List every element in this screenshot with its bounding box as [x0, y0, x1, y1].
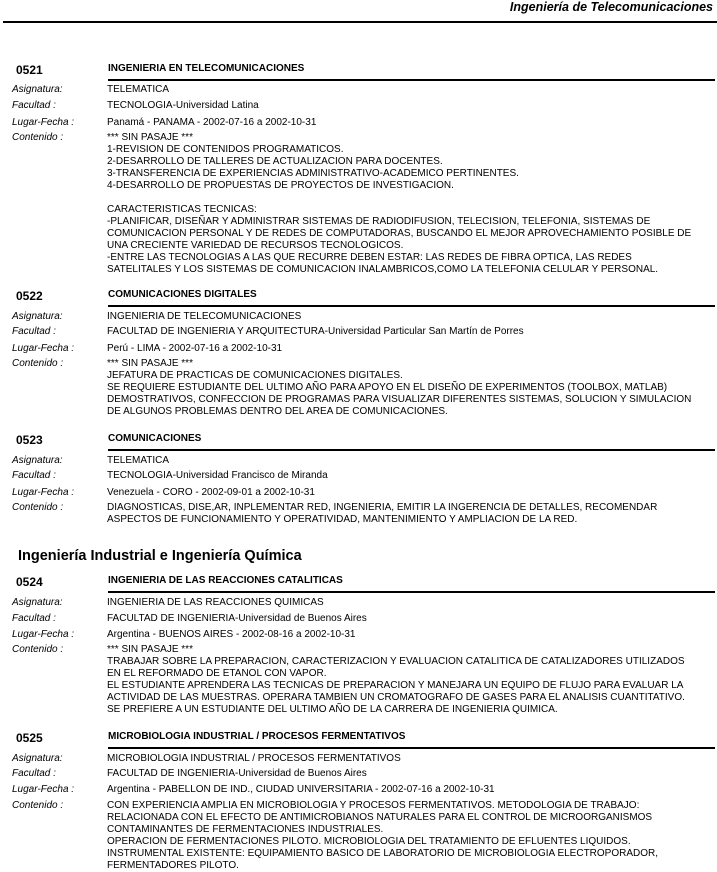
label-contenido: Contenido :: [12, 358, 64, 369]
entry-code: 0524: [16, 575, 43, 589]
value-asignatura: MICROBIOLOGIA INDUSTRIAL / PROCESOS FERMENTATIVOS: [107, 753, 401, 764]
value-facultad: TECNOLOGIA-Universidad Francisco de Miranda: [107, 470, 328, 481]
value-contenido: CON EXPERIENCIA AMPLIA EN MICROBIOLOGIA Y PROCESOS FERMENTATIVOS. METODOLOGIA DE TRABAJO: RELACIONADA CON EL EFECTO DE ANTIMICROBIANOS NATURALES PARA EL CONTROL DE MICROORGANISMOS CONTAMINANTES DE FERMENTACIONES INDUSTRIALES. OPERACION DE FERMENTACIONES PILOTO. MICROBIOLOGIA DEL TRATAMIENTO DE EFLUENTES LIQUIDOS. INSTRUMENTAL EXISTENTE: EQUIPAMIENTO BASICO DE LABORATORIO DE MICROBIOLOGIA ELECTROPORADOR, FERMENTADORES PILOTO.: [107, 800, 659, 871]
title-divider: [108, 79, 715, 81]
entry-code: 0522: [16, 289, 43, 303]
value-asignatura: INGENIERIA DE LAS REACCIONES QUIMICAS: [107, 597, 324, 608]
value-asignatura: TELEMATICA: [107, 84, 170, 95]
label-lugar-fecha: Lugar-Fecha :: [12, 487, 75, 498]
label-facultad: Facultad :: [12, 470, 56, 481]
value-lugar-fecha: Argentina - BUENOS AIRES - 2002-08-16 a 2002-10-31: [107, 629, 356, 640]
label-asignatura: Asignatura:: [12, 84, 63, 95]
value-lugar-fecha: Venezuela - CORO - 2002-09-01 a 2002-10-31: [107, 487, 315, 498]
title-divider: [108, 305, 715, 307]
value-contenido: DIAGNOSTICAS, DISE,AR, INPLEMENTAR RED, INGENIERIA, EMITIR LA INGERENCIA DE DETALLES, RECOMENDAR ASPECTOS DE FUNCIONAMIENTO Y OPERATIVIDAD, MANTENIMIENTO Y AMPLIACION DE LA RED.: [107, 502, 658, 525]
entry-code: 0525: [16, 731, 43, 745]
label-facultad: Facultad :: [12, 613, 56, 624]
entry-title: INGENIERIA EN TELECOMUNICACIONES: [108, 63, 305, 74]
value-lugar-fecha: Panamá - PANAMA - 2002-07-16 a 2002-10-31: [107, 117, 317, 128]
section-heading: Ingeniería Industrial e Ingeniería Química: [18, 548, 302, 564]
entry-title: MICROBIOLOGIA INDUSTRIAL / PROCESOS FERMENTATIVOS: [108, 731, 406, 742]
entry-title: COMUNICACIONES: [108, 433, 202, 444]
label-asignatura: Asignatura:: [12, 753, 63, 764]
label-lugar-fecha: Lugar-Fecha :: [12, 629, 75, 640]
entry-code: 0523: [16, 433, 43, 447]
header-divider: [3, 21, 717, 23]
value-lugar-fecha: Argentina - PABELLON DE IND., CIUDAD UNIVERSITARIA - 2002-07-16 a 2002-10-31: [107, 784, 495, 795]
label-contenido: Contenido :: [12, 800, 64, 811]
page-header-title: Ingeniería de Telecomunicaciones: [509, 0, 713, 14]
value-facultad: FACULTAD DE INGENIERIA-Universidad de Buenos Aires: [107, 613, 367, 624]
label-contenido: Contenido :: [12, 502, 64, 513]
title-divider: [108, 591, 715, 593]
label-contenido: Contenido :: [12, 132, 64, 143]
label-facultad: Facultad :: [12, 768, 56, 779]
title-divider: [108, 747, 715, 749]
label-lugar-fecha: Lugar-Fecha :: [12, 117, 75, 128]
label-contenido: Contenido :: [12, 644, 64, 655]
value-facultad: TECNOLOGIA-Universidad Latina: [107, 100, 259, 111]
title-divider: [108, 449, 715, 451]
value-contenido: *** SIN PASAJE *** JEFATURA DE PRACTICAS DE COMUNICACIONES DIGITALES. SE REQUIERE ESTUDIANTE DEL ULTIMO AÑO PARA APOYO EN EL DISEÑO DE EXPERIMENTOS (TOOLBOX, MATLAB) DEMOSTRATIVOS, CONFECCION DE PROGRAMAS PARA VISUALIZAR DIFERENTES SISTEMAS, SOLUCION Y SIMULACION DE ALGUNOS PROBLEMAS DENTRO DEL AREA DE COMUNICACIONES.: [107, 358, 692, 417]
entry-code: 0521: [16, 63, 43, 77]
value-contenido: *** SIN PASAJE *** TRABAJAR SOBRE LA PREPARACION, CARACTERIZACION Y EVALUACION CATALITICA DE CATALIZADORES UTILIZADOS EN EL REFORMADO DE ETANOL CON VAPOR. EL ESTUDIANTE APRENDERA LAS TECNICAS DE PREPARACION Y MANEJARA UN EQUIPO DE FLUJO PARA EVALUAR LA ACTIVIDAD DE LAS MUESTRAS. OPERARA TAMBIEN UN CROMATOGRAFO DE GASES PARA EL ANALISIS CUANTITATIVO. SE PREFIERE A UN ESTUDIANTE DEL ULTIMO AÑO DE LA CARRERA DE INGENIERIA QUIMICA.: [107, 644, 685, 715]
label-lugar-fecha: Lugar-Fecha :: [12, 343, 75, 354]
entry-title: COMUNICACIONES DIGITALES: [108, 289, 257, 300]
value-facultad: FACULTAD DE INGENIERIA-Universidad de Buenos Aires: [107, 768, 367, 779]
label-facultad: Facultad :: [12, 100, 56, 111]
value-asignatura: INGENIERIA DE TELECOMUNICACIONES: [107, 311, 302, 322]
label-lugar-fecha: Lugar-Fecha :: [12, 784, 75, 795]
label-facultad: Facultad :: [12, 326, 56, 337]
label-asignatura: Asignatura:: [12, 597, 63, 608]
label-asignatura: Asignatura:: [12, 311, 63, 322]
entry-title: INGENIERIA DE LAS REACCIONES CATALITICAS: [108, 575, 343, 586]
value-asignatura: TELEMATICA: [107, 455, 170, 466]
value-contenido: *** SIN PASAJE *** 1-REVISION DE CONTENIDOS PROGRAMATICOS. 2-DESARROLLO DE TALLERES DE ACTUALIZACION PARA DOCENTES. 3-TRANSFERENCIA DE EXPERIENCIAS ADMINISTRATIVO-ACADEMICO PERTINENTES. 4-DESARROLLO DE PROPUESTAS DE PROYECTOS DE INVESTIGACION. CARACTERISTICAS TECNICAS: -PLANIFICAR, DISEÑAR Y ADMINISTRAR SISTEMAS DE RADIODIFUSION, TELECISION, TELEFONIA, SISTEMAS DE COMUNICACION PERSONAL Y DE REDES DE COMPUTADORAS, BUSCANDO EL MEJOR APROVECHAMIENTO POSIBLE DE UNA CRECIENTE VARIEDAD DE RECURSOS TECNOLOGICOS. -ENTRE LAS TECNOLOGIAS A LAS QUE RECURRE DEBEN ESTAR: LAS REDES DE FIBRA OPTICA, LAS REDES SATELITALES Y LOS SISTEMAS DE COMUNICACION INALAMBRICOS,COMO LA TELEFONIA CELULAR Y PERSONAL.: [107, 132, 692, 275]
label-asignatura: Asignatura:: [12, 455, 63, 466]
value-facultad: FACULTAD DE INGENIERIA Y ARQUITECTURA-Universidad Particular San Martín de Porres: [107, 326, 524, 337]
value-lugar-fecha: Perú - LIMA - 2002-07-16 a 2002-10-31: [107, 343, 283, 354]
